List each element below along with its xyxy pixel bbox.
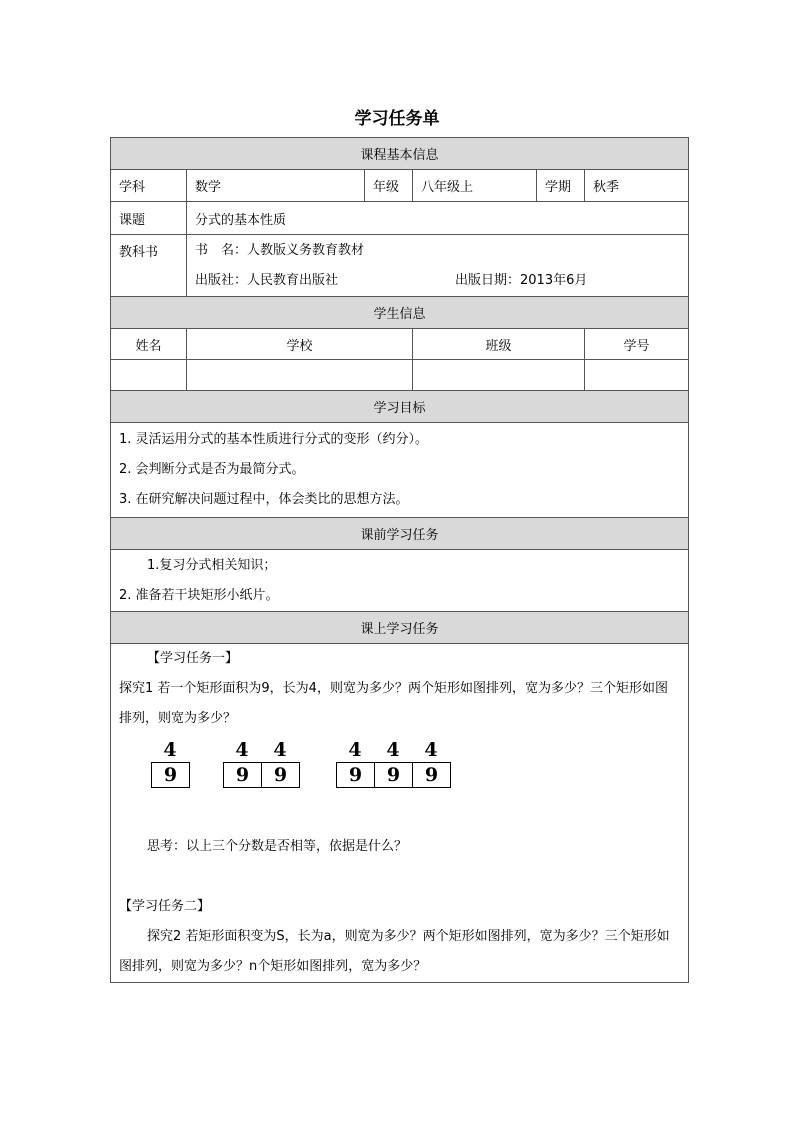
- school-field[interactable]: [187, 360, 413, 391]
- task2-title: 【学习任务二】: [119, 899, 211, 914]
- goal-item: 1. 灵活运用分式的基本性质进行分式的变形（约分）。: [119, 432, 429, 447]
- task1-title: 【学习任务一】: [147, 651, 239, 666]
- textbook-info: [187, 235, 689, 297]
- task2-text: 探究2 若矩形面积变为S，长为a，则宽为多少？两个矩形如图排列，宽为多少？三个矩形如图排列，则宽为多少？n个矩形如图排列，宽为多少？: [119, 929, 670, 974]
- length-label: 4: [424, 739, 438, 761]
- goals-header: 学习目标: [111, 391, 689, 423]
- name-label: 姓名: [111, 329, 187, 360]
- length-label: 4: [235, 739, 249, 761]
- goals-list: [111, 423, 689, 518]
- class-field[interactable]: [413, 360, 585, 391]
- student-id-field[interactable]: [585, 360, 689, 391]
- book-name: 书 名：人教版义务教育教材: [195, 242, 365, 258]
- length-label: 4: [348, 739, 362, 761]
- pre-task-item: 2. 准备若干块矩形小纸片。: [119, 587, 279, 603]
- term-label: 学期: [537, 170, 585, 202]
- publisher-row: [195, 266, 688, 296]
- page-title: 学习任务单: [354, 109, 440, 129]
- figure-three-rectangles: [336, 738, 451, 788]
- figure-one-rectangle: [151, 738, 190, 788]
- publish-date: 出版日期：2013年6月: [455, 272, 588, 288]
- rectangle-figure: [119, 736, 680, 832]
- area-box: 9: [375, 763, 413, 787]
- grade-value: 八年级上: [413, 170, 537, 202]
- grade-label: 年级: [365, 170, 413, 202]
- subject-value: 数学: [187, 170, 365, 202]
- name-field[interactable]: [111, 360, 187, 391]
- pre-tasks-header: 课前学习任务: [111, 518, 689, 550]
- school-label: 学校: [187, 329, 413, 360]
- publisher: 出版社：人民教育出版社: [195, 272, 339, 288]
- task1-text: 探究1 若一个矩形面积为9，长为4，则宽为多少？两个矩形如图排列，宽为多少？三个矩形如图排列，则宽为多少？: [119, 681, 668, 726]
- pre-task-item: 1.复习分式相关知识；: [147, 557, 277, 573]
- figure-two-rectangles: [223, 738, 300, 788]
- goal-item: 3. 在研究解决问题过程中，体会类比的思想方法。: [119, 492, 409, 507]
- term-value: 秋季: [585, 170, 689, 202]
- area-box: 9: [337, 763, 375, 787]
- area-box: 9: [224, 763, 262, 787]
- textbook-label: 教科书: [111, 235, 187, 297]
- class-tasks-body: [111, 644, 689, 983]
- goal-item: 2. 会判断分式是否为最简分式。: [119, 462, 305, 477]
- think-question: 思考：以上三个分数是否相等，依据是什么？: [147, 839, 408, 854]
- area-box: 9: [163, 764, 178, 786]
- subject-label: 学科: [111, 170, 187, 202]
- topic-value: 分式的基本性质: [187, 202, 689, 235]
- length-label: 4: [163, 739, 177, 761]
- student-info-header: 学生信息: [111, 297, 689, 329]
- area-box: 9: [273, 764, 288, 786]
- task-sheet-table: [110, 137, 689, 983]
- length-label: 4: [273, 739, 287, 761]
- area-box: 9: [424, 764, 439, 786]
- class-label: 班级: [413, 329, 585, 360]
- length-label: 4: [386, 739, 400, 761]
- course-info-header: 课程基本信息: [111, 138, 689, 170]
- topic-label: 课题: [111, 202, 187, 235]
- class-tasks-header: 课上学习任务: [111, 612, 689, 644]
- pre-tasks-list: [111, 550, 689, 612]
- student-id-label: 学号: [585, 329, 689, 360]
